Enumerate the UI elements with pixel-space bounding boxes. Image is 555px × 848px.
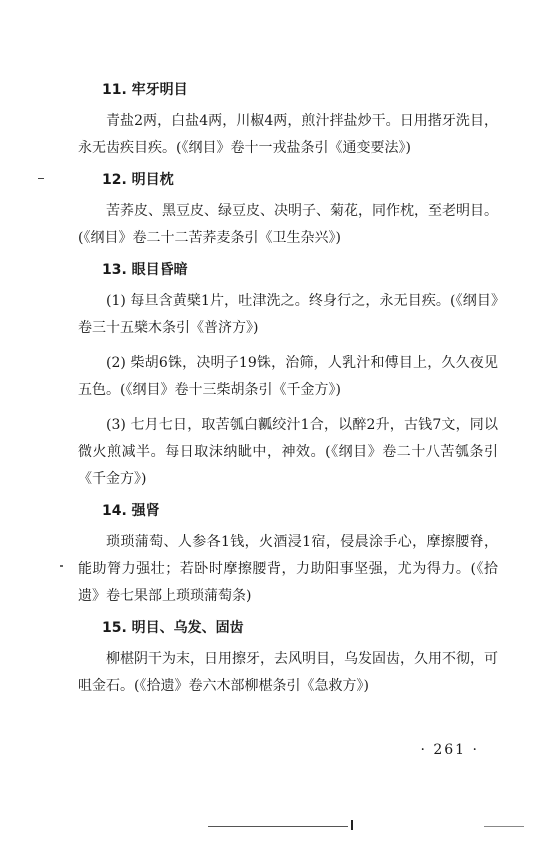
- bottom-rule: [484, 826, 524, 827]
- margin-mark: [38, 178, 44, 179]
- section-heading: 15. 明目、乌发、固齿: [102, 620, 244, 636]
- section-13: [78, 260, 498, 493]
- bottom-rule: [208, 826, 348, 827]
- section-heading: 14. 强肾: [102, 503, 160, 519]
- page-content: [78, 80, 498, 708]
- section-paragraph: 琐琐蒲萄、人参各1钱，火酒浸1宿，侵晨涂手心，摩擦腰脊，能助膂力强壮；若卧时摩擦腰背，力助阳事坚强，尤为得力。(《拾遗》卷七果部上琐琐蒲萄条): [78, 534, 498, 604]
- margin-mark: [60, 565, 63, 567]
- section-14: [78, 501, 498, 610]
- section-12: [78, 170, 498, 252]
- section-heading: 13. 眼目昏暗: [102, 262, 188, 278]
- section-heading: 12. 明目枕: [102, 172, 174, 188]
- section-paragraph: 苦荞皮、黑豆皮、绿豆皮、决明子、菊花，同作枕，至老明目。(《纲目》卷二十二苦荞麦条引《卫生杂兴》): [78, 203, 498, 246]
- page-number: · 261 ·: [420, 742, 479, 758]
- section-15: [78, 618, 498, 700]
- section-paragraph: (2) 柴胡6铢，决明子19铢，治筛，人乳汁和傅目上，久久夜见五色。(《纲目》卷十三柴胡条引《千金方》): [78, 355, 498, 398]
- section-11: [78, 80, 498, 162]
- section-heading: 11. 牢牙明目: [102, 82, 188, 98]
- section-paragraph: 柳椹阴干为末，日用擦牙，去风明目，乌发固齿，久用不彻，可咀金石。(《拾遗》卷六木部柳椹条引《急救方》): [78, 651, 498, 694]
- section-paragraph: 青盐2两，白盐4两，川椒4两，煎汁拌盐炒干。日用揩牙洗目，永无齿疾目疾。(《纲目》卷十一戎盐条引《通变要法》): [78, 113, 498, 156]
- section-paragraph: (3) 七月七日，取苦瓠白瓤绞汁1合，以醉2升，古钱7文，同以微火煎减半。每日取沫纳眦中，神效。(《纲目》卷二十八苦瓠条引《千金方》): [78, 417, 498, 487]
- bottom-tick: [351, 820, 353, 830]
- section-paragraph: (1) 每旦含黄檗1片，吐津洗之。终身行之，永无目疾。(《纲目》卷三十五檗木条引《普济方》): [78, 293, 498, 336]
